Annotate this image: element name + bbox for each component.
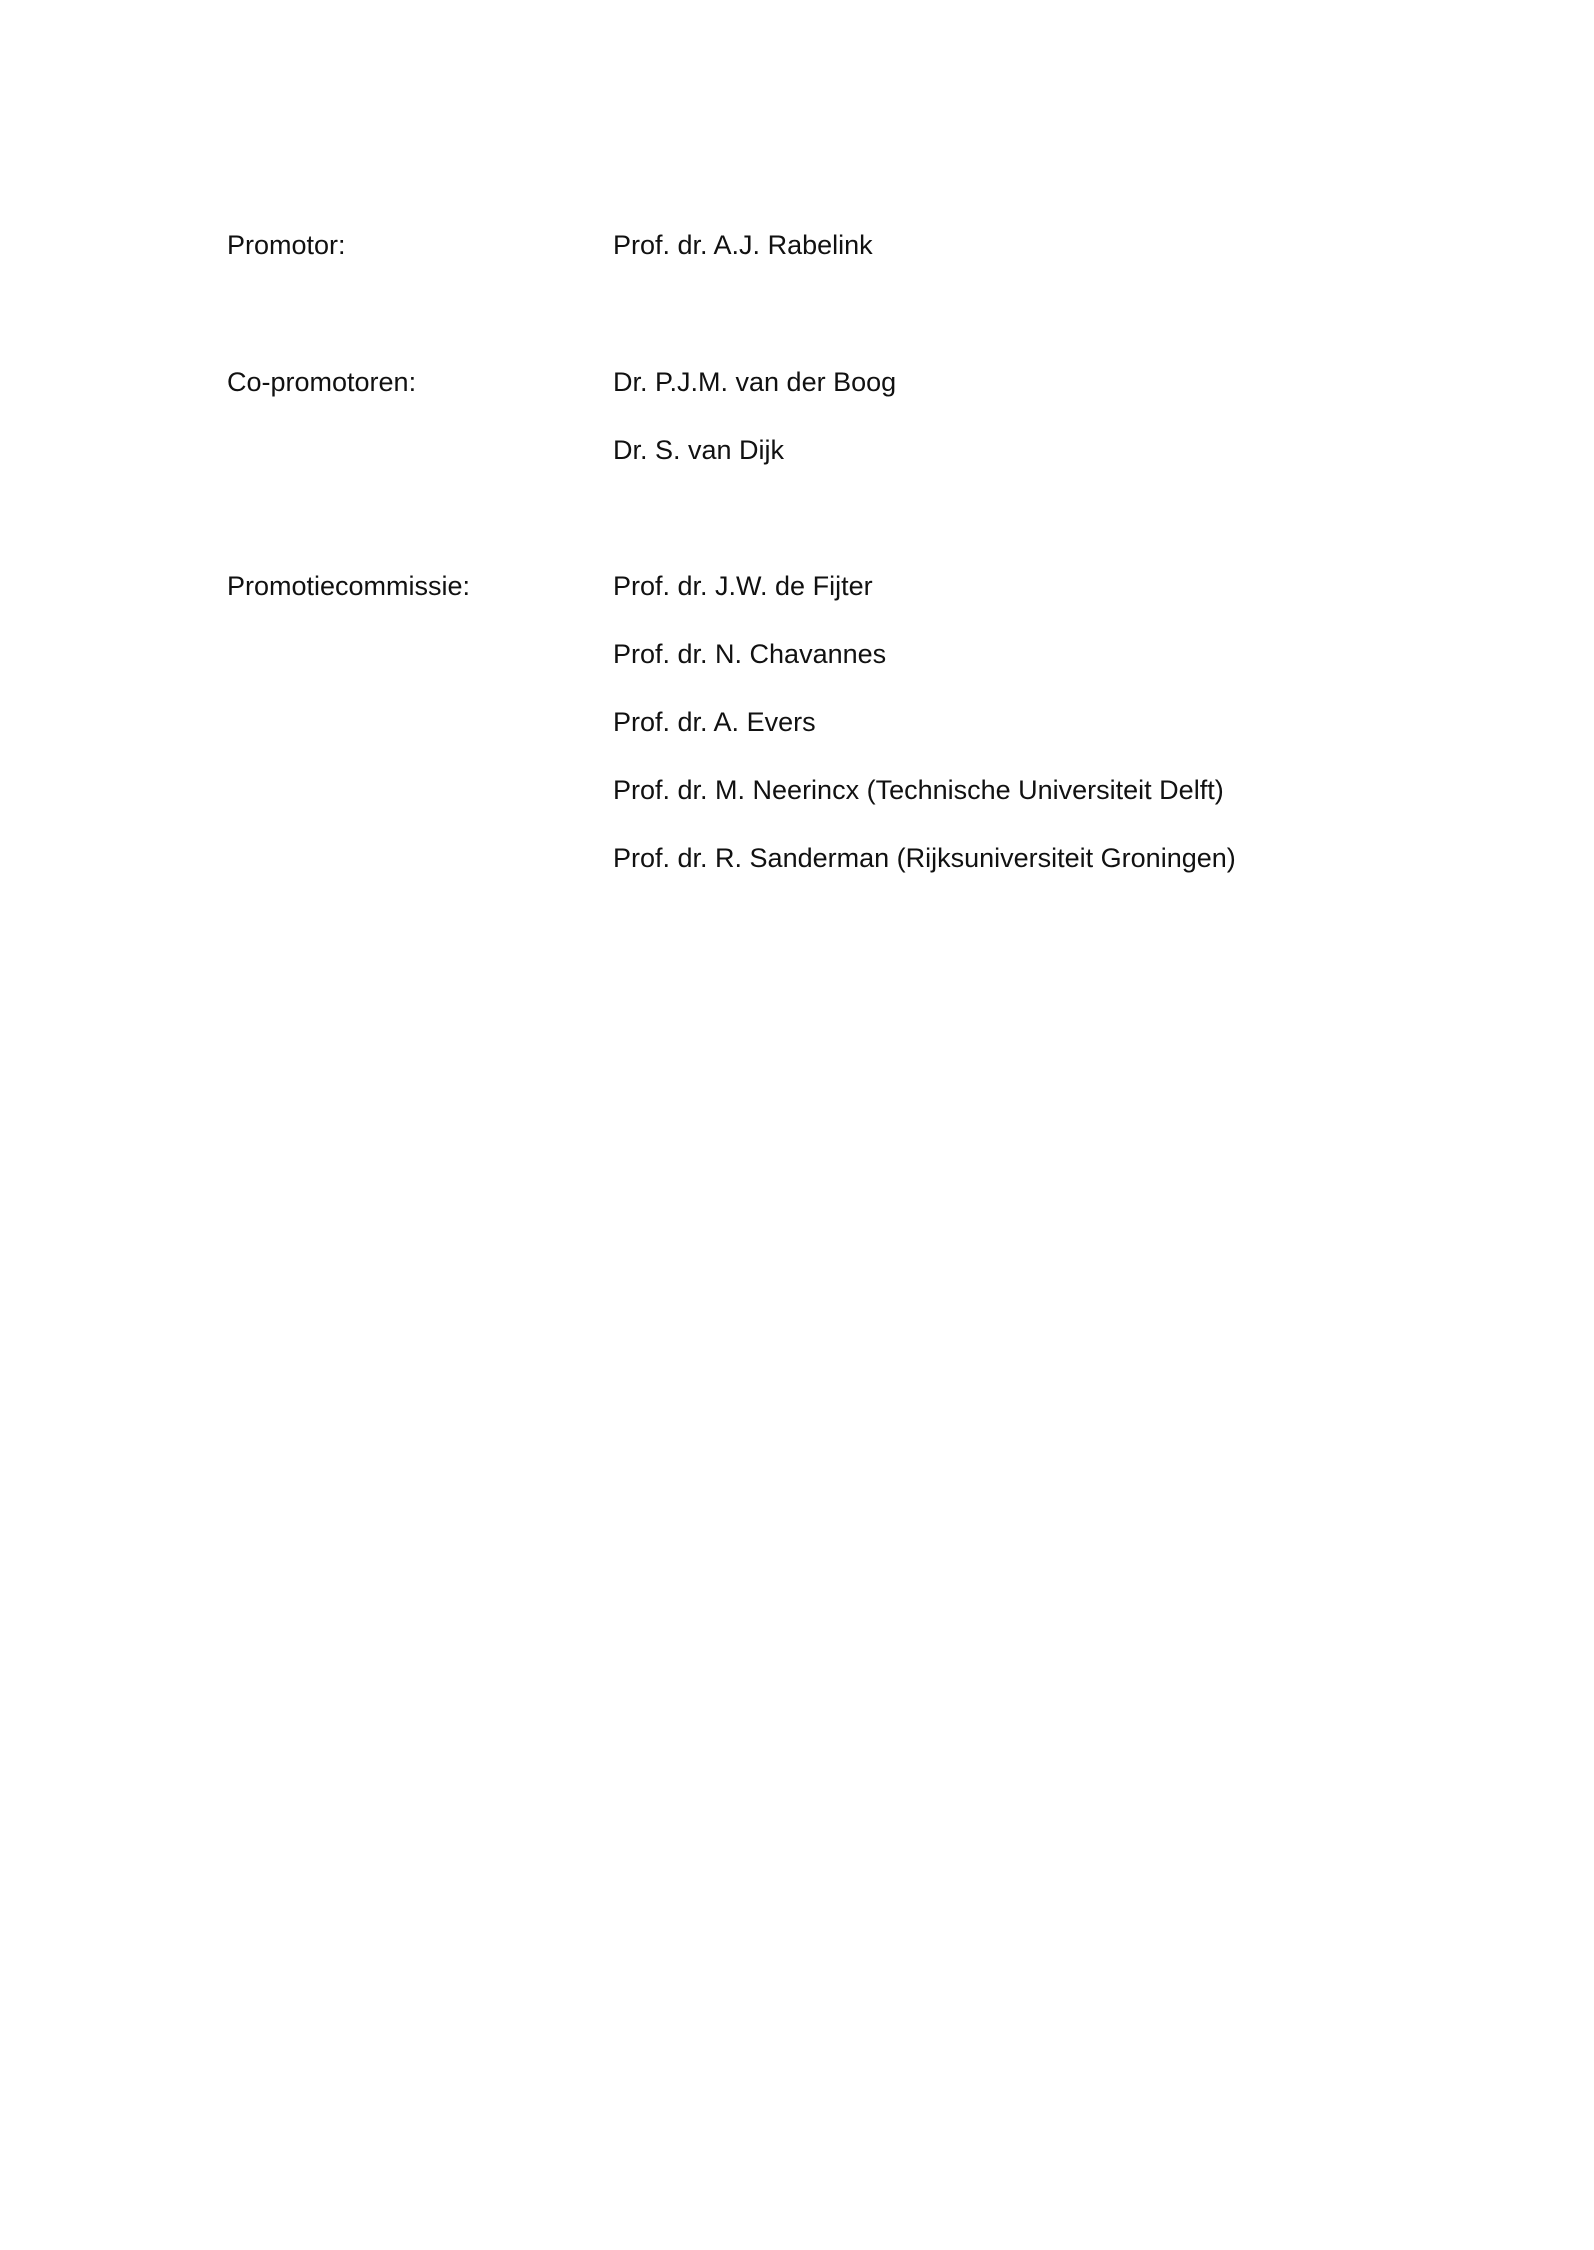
promotiecommissie-label: Promotiecommissie:	[227, 571, 471, 601]
copromotoren-row	[227, 433, 1367, 501]
commissie-row	[227, 705, 1367, 773]
copromotoren-label: Co-promotoren:	[227, 367, 417, 397]
copromotoren-section	[227, 365, 1367, 501]
commissie-row	[227, 841, 1367, 909]
commissie-member-name: Prof. dr. J.W. de Fijter	[613, 571, 873, 601]
commissie-row	[227, 773, 1367, 841]
promotor-row	[227, 228, 1367, 296]
commissie-member-name: Prof. dr. N. Chavannes	[613, 639, 887, 669]
promotor-name: Prof. dr. A.J. Rabelink	[613, 230, 873, 260]
copromotor-name: Dr. S. van Dijk	[613, 435, 785, 465]
copromotor-name: Dr. P.J.M. van der Boog	[613, 367, 897, 397]
promotor-label: Promotor:	[227, 230, 346, 260]
commissie-member-name: Prof. dr. A. Evers	[613, 707, 816, 737]
commissie-member-name: Prof. dr. R. Sanderman (Rijksuniversiteit Groningen)	[613, 843, 1236, 873]
commissie-row	[227, 637, 1367, 705]
promotiecommissie-section	[227, 569, 1367, 909]
commissie-member-name: Prof. dr. M. Neerincx (Technische Universiteit Delft)	[613, 775, 1224, 805]
copromotoren-row	[227, 365, 1367, 433]
commissie-row	[227, 569, 1367, 637]
promotor-section	[227, 228, 1367, 296]
